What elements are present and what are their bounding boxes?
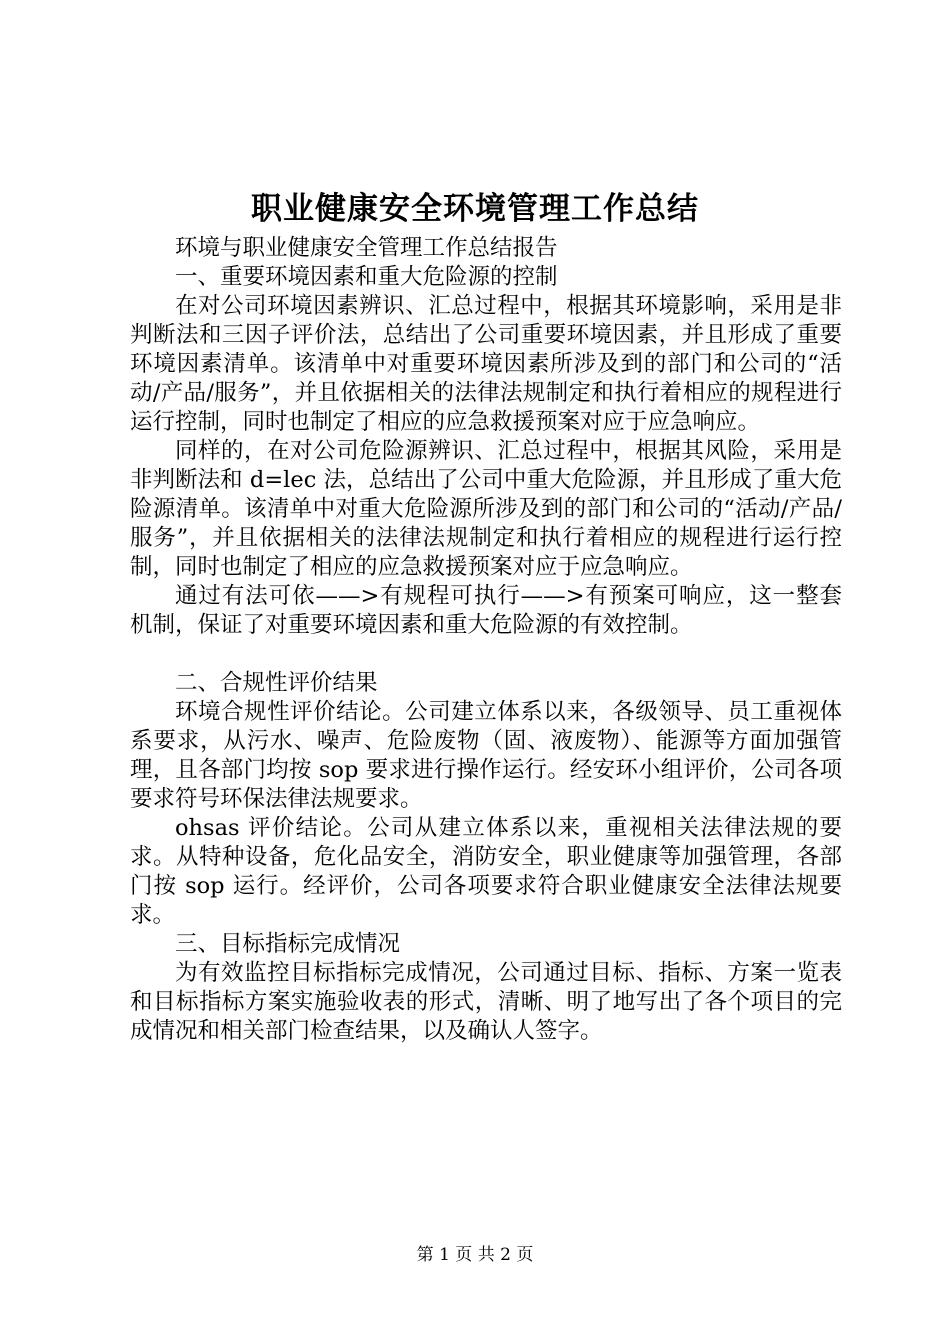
paragraph-environment-compliance: 环境合规性评价结论。公司建立体系以来，各级领导、员工重视体系要求，从污水、噪声、危险废物（固、液废物）、能源等方面加强管理，且各部门均按 sop 要求进行操作运行。经安环小组评价，公司各项要求符号环保法律法规要求。 (130, 699, 842, 812)
paragraph-environment-factors: 在对公司环境因素辨识、汇总过程中，根据其环境影响，采用是非判断法和三因子评价法，总结出了公司重要环境因素，并且形成了重要环境因素清单。该清单中对重要环境因素所涉及到的部门和公司的“活动/产品/服务”，并且依据相关的法律法规制定和执行着相应的规程进行运行控制，同时也制定了相应的应急救援预案对应于应急响应。 (130, 293, 842, 435)
paragraph-ohsas-compliance: ohsas 评价结论。公司从建立体系以来，重视相关法律法规的要求。从特种设备，危化品安全，消防安全，职业健康等加强管理，各部门按 sop 运行。经评价，公司各项要求符合职业健康安全法律法规要求。 (130, 815, 842, 928)
section-heading-2: 二、合规性评价结果 (175, 670, 378, 696)
paragraph-target-completion: 为有效监控目标指标完成情况，公司通过目标、指标、方案一览表和目标指标方案实施验收表的形式，清晰、明了地写出了各个项目的完成情况和相关部门检查结果，以及确认人签字。 (130, 960, 842, 1044)
section-heading-3: 三、目标指标完成情况 (175, 931, 401, 957)
report-subtitle: 环境与职业健康安全管理工作总结报告 (175, 235, 558, 261)
page-footer: 第 1 页 共 2 页 (416, 1245, 534, 1265)
document-body (130, 234, 842, 1046)
paragraph-hazard-sources: 同样的，在对公司危险源辨识、汇总过程中，根据其风险，采用是非判断法和 d=lec 法，总结出了公司中重大危险源，并且形成了重大危险源清单。该清单中对重大危险源所涉及到的部门和公司的“活动/产品/服务”，并且依据相关的法律法规制定和执行着相应的规程进行运行控制，同时也制定了相应的应急救援预案对应于应急响应。 (130, 438, 842, 580)
section-heading-1: 一、重要环境因素和重大危险源的控制 (175, 264, 558, 290)
paragraph-control-mechanism: 通过有法可依——>有规程可执行——>有预案可响应，这一整套机制，保证了对重要环境因素和重大危险源的有效控制。 (130, 583, 842, 638)
document-title: 职业健康安全环境管理工作总结 (251, 191, 699, 227)
